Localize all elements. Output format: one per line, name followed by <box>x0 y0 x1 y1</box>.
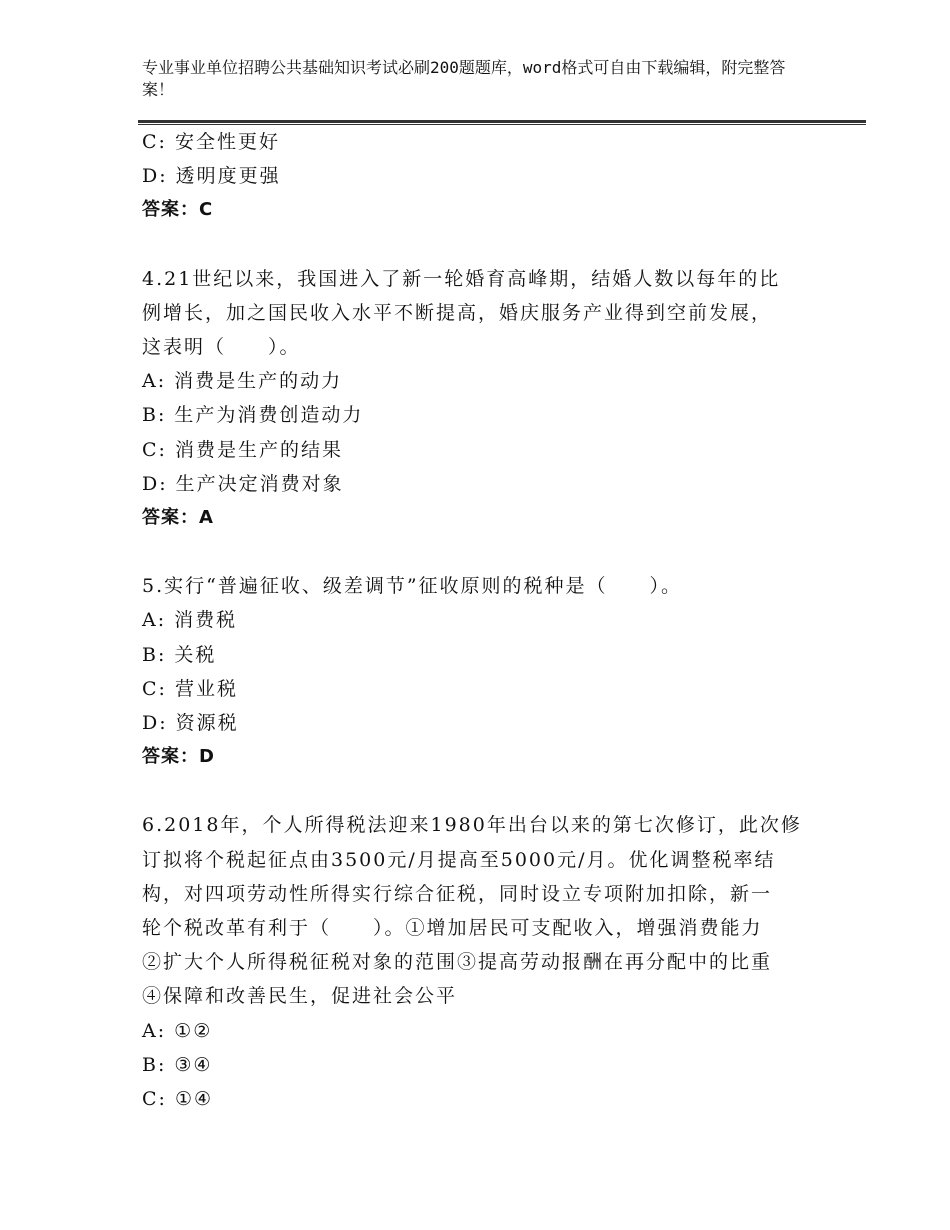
question-text-line: ②扩大个人所得税征税对象的范围③提高劳动报酬在再分配中的比重 <box>142 951 773 974</box>
option-c: C: 安全性更好 <box>142 131 280 153</box>
question-text-line: 订拟将个税起征点由3500元/月提高至5000元/月。优化调整税率结 <box>142 848 776 871</box>
question-text-line: 构，对四项劳动性所得实行综合征税，同时设立专项附加扣除，新一 <box>142 882 773 905</box>
option-b: B: ③④ <box>142 1053 213 1076</box>
option-d: D: 透明度更强 <box>142 165 281 188</box>
option-c: C: 消费是生产的结果 <box>142 438 343 461</box>
option-d: D: 资源税 <box>142 712 239 735</box>
answer-line: 答案：D <box>142 746 215 768</box>
option-b: B: 关税 <box>142 643 217 666</box>
question-4 <box>142 262 812 536</box>
question-text-line: 5.实行“普遍征收、级差调节”征收原则的税种是（ ）。 <box>142 575 683 598</box>
option-a: A: 消费是生产的动力 <box>142 370 343 393</box>
question-text-line: 这表明（ ）。 <box>142 336 301 359</box>
question-content <box>142 125 812 1116</box>
spacer <box>142 535 812 569</box>
spacer <box>142 774 812 808</box>
question-text-line: ④保障和改善民生，促进社会公平 <box>142 985 458 1008</box>
question-6 <box>142 808 812 1116</box>
question-5 <box>142 569 812 774</box>
question-text-line: 例增长，加之国民收入水平不断提高，婚庆服务产业得到空前发展， <box>142 301 773 324</box>
option-b: B: 生产为消费创造动力 <box>142 404 364 427</box>
spacer <box>142 228 812 262</box>
question-text-line: 轮个税改革有利于（ ）。①增加居民可支配收入，增强消费能力 <box>142 917 763 940</box>
answer-line: 答案：C <box>142 199 214 221</box>
answer-line: 答案：A <box>142 507 214 529</box>
page-header: 专业事业单位招聘公共基础知识考试必刷200题题库，word格式可自由下载编辑，附完整答案！ <box>142 58 786 99</box>
option-a: A: ①② <box>142 1019 213 1042</box>
question-text-line: 4.21世纪以来，我国进入了新一轮婚育高峰期，结婚人数以每年的比 <box>142 267 781 290</box>
option-a: A: 消费税 <box>142 609 238 632</box>
option-c: C: ①④ <box>142 1088 214 1111</box>
option-c: C: 营业税 <box>142 677 238 700</box>
option-d: D: 生产决定消费对象 <box>142 472 344 495</box>
question-text-line: 6.2018年，个人所得税法迎来1980年出台以来的第七次修订，此次修 <box>142 814 802 837</box>
